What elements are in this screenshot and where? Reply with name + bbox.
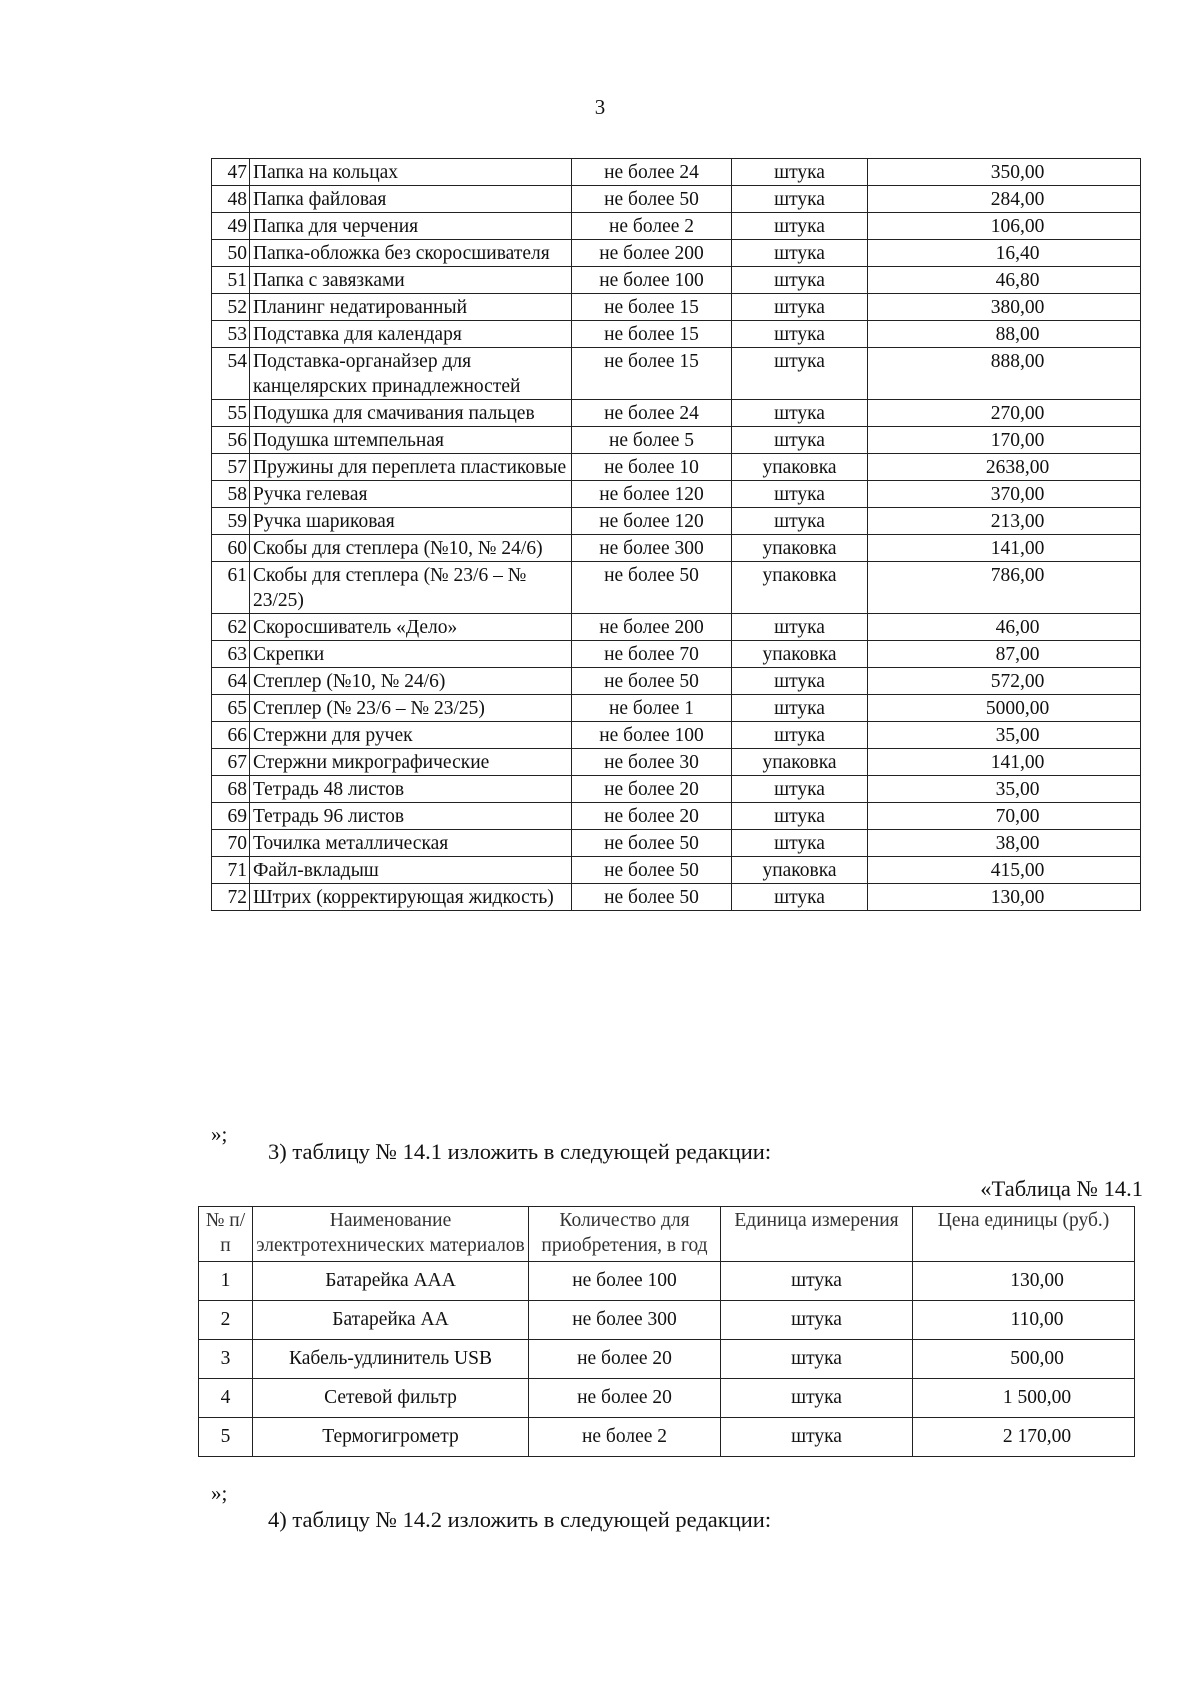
- cell-name: Скрепки: [250, 641, 572, 668]
- cell-name: Степлер (№ 23/6 – № 23/25): [250, 695, 572, 722]
- cell-unit: штука: [732, 695, 868, 722]
- cell-price: 284,00: [868, 186, 1141, 213]
- cell-unit: штука: [732, 481, 868, 508]
- cell-price: 16,40: [868, 240, 1141, 267]
- table-row: [199, 1262, 1135, 1301]
- cell-name: Сетевой фильтр: [253, 1379, 529, 1418]
- cell-name: Скоросшиватель «Дело»: [250, 614, 572, 641]
- cell-price: 888,00: [868, 348, 1141, 400]
- table-row: [212, 535, 1141, 562]
- cell-qty: не более 2: [529, 1418, 721, 1457]
- table-row: [212, 186, 1141, 213]
- cell-num: 2: [199, 1301, 253, 1340]
- cell-unit: штука: [732, 614, 868, 641]
- cell-qty: не более 200: [572, 240, 732, 267]
- cell-name: Штрих (корректирующая жидкость): [250, 884, 572, 911]
- cell-num: 56: [212, 427, 250, 454]
- table-row: [212, 213, 1141, 240]
- cell-name: Скобы для степлера (№10, № 24/6): [250, 535, 572, 562]
- cell-num: 72: [212, 884, 250, 911]
- paragraph-table-14-2: 4) таблицу № 14.2 изложить в следующей редакции:: [268, 1507, 772, 1532]
- table-row: [212, 348, 1141, 400]
- cell-qty: не более 50: [572, 186, 732, 213]
- cell-num: 51: [212, 267, 250, 294]
- cell-num: 60: [212, 535, 250, 562]
- cell-price: 2638,00: [868, 454, 1141, 481]
- cell-name: Папка файловая: [250, 186, 572, 213]
- table-row: [212, 294, 1141, 321]
- cell-num: 66: [212, 722, 250, 749]
- header-name: Наименование электротехнических материалов: [253, 1207, 529, 1262]
- table-row: [212, 267, 1141, 294]
- cell-qty: не более 50: [572, 562, 732, 614]
- cell-unit: упаковка: [732, 857, 868, 884]
- cell-name: Стержни для ручек: [250, 722, 572, 749]
- cell-price: 35,00: [868, 722, 1141, 749]
- cell-price: 370,00: [868, 481, 1141, 508]
- cell-num: 70: [212, 830, 250, 857]
- table-row: [212, 508, 1141, 535]
- cell-qty: не более 5: [572, 427, 732, 454]
- table-row: [212, 159, 1141, 186]
- cell-name: Папка для черчения: [250, 213, 572, 240]
- cell-price: 270,00: [868, 400, 1141, 427]
- cell-unit: штука: [732, 348, 868, 400]
- cell-price: 415,00: [868, 857, 1141, 884]
- cell-qty: не более 70: [572, 641, 732, 668]
- cell-num: 71: [212, 857, 250, 884]
- cell-qty: не более 10: [572, 454, 732, 481]
- cell-name: Тетрадь 96 листов: [250, 803, 572, 830]
- cell-num: 59: [212, 508, 250, 535]
- cell-unit: упаковка: [732, 535, 868, 562]
- table-row: [212, 614, 1141, 641]
- cell-name: Подставка для календаря: [250, 321, 572, 348]
- cell-name: Папка на кольцах: [250, 159, 572, 186]
- cell-price: 70,00: [868, 803, 1141, 830]
- table-row: [212, 481, 1141, 508]
- header-price: Цена единицы (руб.): [913, 1207, 1135, 1262]
- cell-price: 35,00: [868, 776, 1141, 803]
- cell-qty: не более 20: [572, 803, 732, 830]
- cell-qty: не более 20: [572, 776, 732, 803]
- cell-price: 350,00: [868, 159, 1141, 186]
- cell-unit: штука: [732, 830, 868, 857]
- cell-unit: штука: [732, 294, 868, 321]
- cell-name: Ручка шариковая: [250, 508, 572, 535]
- page-number: 3: [594, 95, 606, 119]
- cell-name: Точилка металлическая: [250, 830, 572, 857]
- cell-unit: штука: [732, 803, 868, 830]
- table-14-1-caption: «Таблица № 14.1: [980, 1176, 1143, 1201]
- cell-price: 141,00: [868, 535, 1141, 562]
- cell-unit: штука: [732, 722, 868, 749]
- cell-name: Батарейка АА: [253, 1301, 529, 1340]
- table-row: [212, 562, 1141, 614]
- cell-num: 5: [199, 1418, 253, 1457]
- table-row: [212, 427, 1141, 454]
- table-row: [212, 454, 1141, 481]
- closing-quote: »;: [211, 1122, 228, 1146]
- cell-name: Ручка гелевая: [250, 481, 572, 508]
- cell-name: Файл-вкладыш: [250, 857, 572, 884]
- table-row: [212, 400, 1141, 427]
- cell-num: 64: [212, 668, 250, 695]
- table-14-1: [198, 1206, 1135, 1457]
- cell-unit: штука: [721, 1262, 913, 1301]
- table-row: [212, 776, 1141, 803]
- stationery-table: [211, 158, 1141, 911]
- cell-num: 47: [212, 159, 250, 186]
- table-row: [199, 1301, 1135, 1340]
- cell-num: 58: [212, 481, 250, 508]
- cell-num: 53: [212, 321, 250, 348]
- cell-qty: не более 300: [572, 535, 732, 562]
- cell-qty: не более 50: [572, 830, 732, 857]
- table-row: [212, 830, 1141, 857]
- cell-name: Подушка штемпельная: [250, 427, 572, 454]
- cell-price: 46,00: [868, 614, 1141, 641]
- cell-price: 380,00: [868, 294, 1141, 321]
- cell-qty: не более 15: [572, 321, 732, 348]
- cell-price: 213,00: [868, 508, 1141, 535]
- cell-unit: штука: [732, 186, 868, 213]
- header-num: № п/п: [199, 1207, 253, 1262]
- cell-num: 61: [212, 562, 250, 614]
- cell-price: 500,00: [913, 1340, 1135, 1379]
- cell-num: 50: [212, 240, 250, 267]
- table-row: [212, 803, 1141, 830]
- cell-qty: не более 120: [572, 481, 732, 508]
- cell-num: 57: [212, 454, 250, 481]
- cell-unit: штука: [721, 1379, 913, 1418]
- cell-name: Тетрадь 48 листов: [250, 776, 572, 803]
- table-row: [212, 240, 1141, 267]
- cell-qty: не более 100: [572, 722, 732, 749]
- cell-name: Скобы для степлера (№ 23/6 – № 23/25): [250, 562, 572, 614]
- cell-num: 3: [199, 1340, 253, 1379]
- cell-qty: не более 30: [572, 749, 732, 776]
- cell-unit: штука: [732, 159, 868, 186]
- cell-qty: не более 100: [572, 267, 732, 294]
- cell-unit: штука: [732, 400, 868, 427]
- table-row: [212, 749, 1141, 776]
- cell-price: 572,00: [868, 668, 1141, 695]
- cell-unit: штука: [732, 240, 868, 267]
- cell-name: Стержни микрографические: [250, 749, 572, 776]
- cell-qty: не более 24: [572, 159, 732, 186]
- cell-num: 69: [212, 803, 250, 830]
- cell-qty: не более 20: [529, 1379, 721, 1418]
- cell-num: 4: [199, 1379, 253, 1418]
- cell-num: 65: [212, 695, 250, 722]
- cell-name: Батарейка ААА: [253, 1262, 529, 1301]
- cell-qty: не более 300: [529, 1301, 721, 1340]
- cell-num: 54: [212, 348, 250, 400]
- cell-unit: штука: [721, 1340, 913, 1379]
- cell-name: Степлер (№10, № 24/6): [250, 668, 572, 695]
- cell-num: 62: [212, 614, 250, 641]
- cell-unit: штука: [732, 321, 868, 348]
- header-qty: Количество для приобретения, в год: [529, 1207, 721, 1262]
- cell-unit: штука: [732, 508, 868, 535]
- table-row: [212, 722, 1141, 749]
- table-row: [212, 668, 1141, 695]
- cell-num: 67: [212, 749, 250, 776]
- closing-quote-2: »;: [211, 1481, 228, 1505]
- cell-name: Подставка-органайзер для канцелярских принадлежностей: [250, 348, 572, 400]
- cell-num: 48: [212, 186, 250, 213]
- cell-unit: упаковка: [732, 562, 868, 614]
- table-row: [199, 1379, 1135, 1418]
- cell-qty: не более 1: [572, 695, 732, 722]
- cell-name: Пружины для переплета пластиковые: [250, 454, 572, 481]
- cell-unit: упаковка: [732, 749, 868, 776]
- cell-price: 130,00: [913, 1262, 1135, 1301]
- cell-num: 68: [212, 776, 250, 803]
- table-row: [212, 321, 1141, 348]
- cell-price: 87,00: [868, 641, 1141, 668]
- cell-name: Подушка для смачивания пальцев: [250, 400, 572, 427]
- cell-qty: не более 50: [572, 884, 732, 911]
- cell-price: 141,00: [868, 749, 1141, 776]
- cell-qty: не более 100: [529, 1262, 721, 1301]
- cell-name: Кабель-удлинитель USB: [253, 1340, 529, 1379]
- cell-price: 5000,00: [868, 695, 1141, 722]
- cell-name: Папка-обложка без скоросшивателя: [250, 240, 572, 267]
- cell-qty: не более 24: [572, 400, 732, 427]
- cell-qty: не более 120: [572, 508, 732, 535]
- cell-price: 130,00: [868, 884, 1141, 911]
- cell-num: 1: [199, 1262, 253, 1301]
- cell-unit: штука: [732, 427, 868, 454]
- cell-unit: упаковка: [732, 454, 868, 481]
- cell-price: 1 500,00: [913, 1379, 1135, 1418]
- cell-price: 110,00: [913, 1301, 1135, 1340]
- table-row: [212, 695, 1141, 722]
- cell-price: 170,00: [868, 427, 1141, 454]
- cell-qty: не более 20: [529, 1340, 721, 1379]
- cell-name: Планинг недатированный: [250, 294, 572, 321]
- header-unit: Единица измерения: [721, 1207, 913, 1262]
- cell-unit: упаковка: [732, 641, 868, 668]
- cell-name: Термогигрометр: [253, 1418, 529, 1457]
- cell-name: Папка с завязками: [250, 267, 572, 294]
- cell-qty: не более 50: [572, 668, 732, 695]
- cell-price: 88,00: [868, 321, 1141, 348]
- cell-num: 55: [212, 400, 250, 427]
- cell-unit: штука: [732, 267, 868, 294]
- cell-price: 38,00: [868, 830, 1141, 857]
- table-row: [212, 884, 1141, 911]
- cell-unit: штука: [732, 776, 868, 803]
- table-row: [199, 1340, 1135, 1379]
- cell-unit: штука: [721, 1301, 913, 1340]
- cell-qty: не более 200: [572, 614, 732, 641]
- cell-unit: штука: [721, 1418, 913, 1457]
- cell-num: 63: [212, 641, 250, 668]
- cell-unit: штука: [732, 884, 868, 911]
- cell-qty: не более 15: [572, 294, 732, 321]
- cell-price: 106,00: [868, 213, 1141, 240]
- cell-qty: не более 2: [572, 213, 732, 240]
- cell-num: 52: [212, 294, 250, 321]
- table-header-row: [199, 1207, 1135, 1262]
- cell-unit: штука: [732, 668, 868, 695]
- table-row: [212, 641, 1141, 668]
- cell-qty: не более 50: [572, 857, 732, 884]
- cell-unit: штука: [732, 213, 868, 240]
- cell-price: 46,80: [868, 267, 1141, 294]
- cell-price: 786,00: [868, 562, 1141, 614]
- cell-price: 2 170,00: [913, 1418, 1135, 1457]
- table-row: [199, 1418, 1135, 1457]
- paragraph-table-14-1: 3) таблицу № 14.1 изложить в следующей редакции:: [268, 1139, 772, 1164]
- cell-num: 49: [212, 213, 250, 240]
- cell-qty: не более 15: [572, 348, 732, 400]
- table-row: [212, 857, 1141, 884]
